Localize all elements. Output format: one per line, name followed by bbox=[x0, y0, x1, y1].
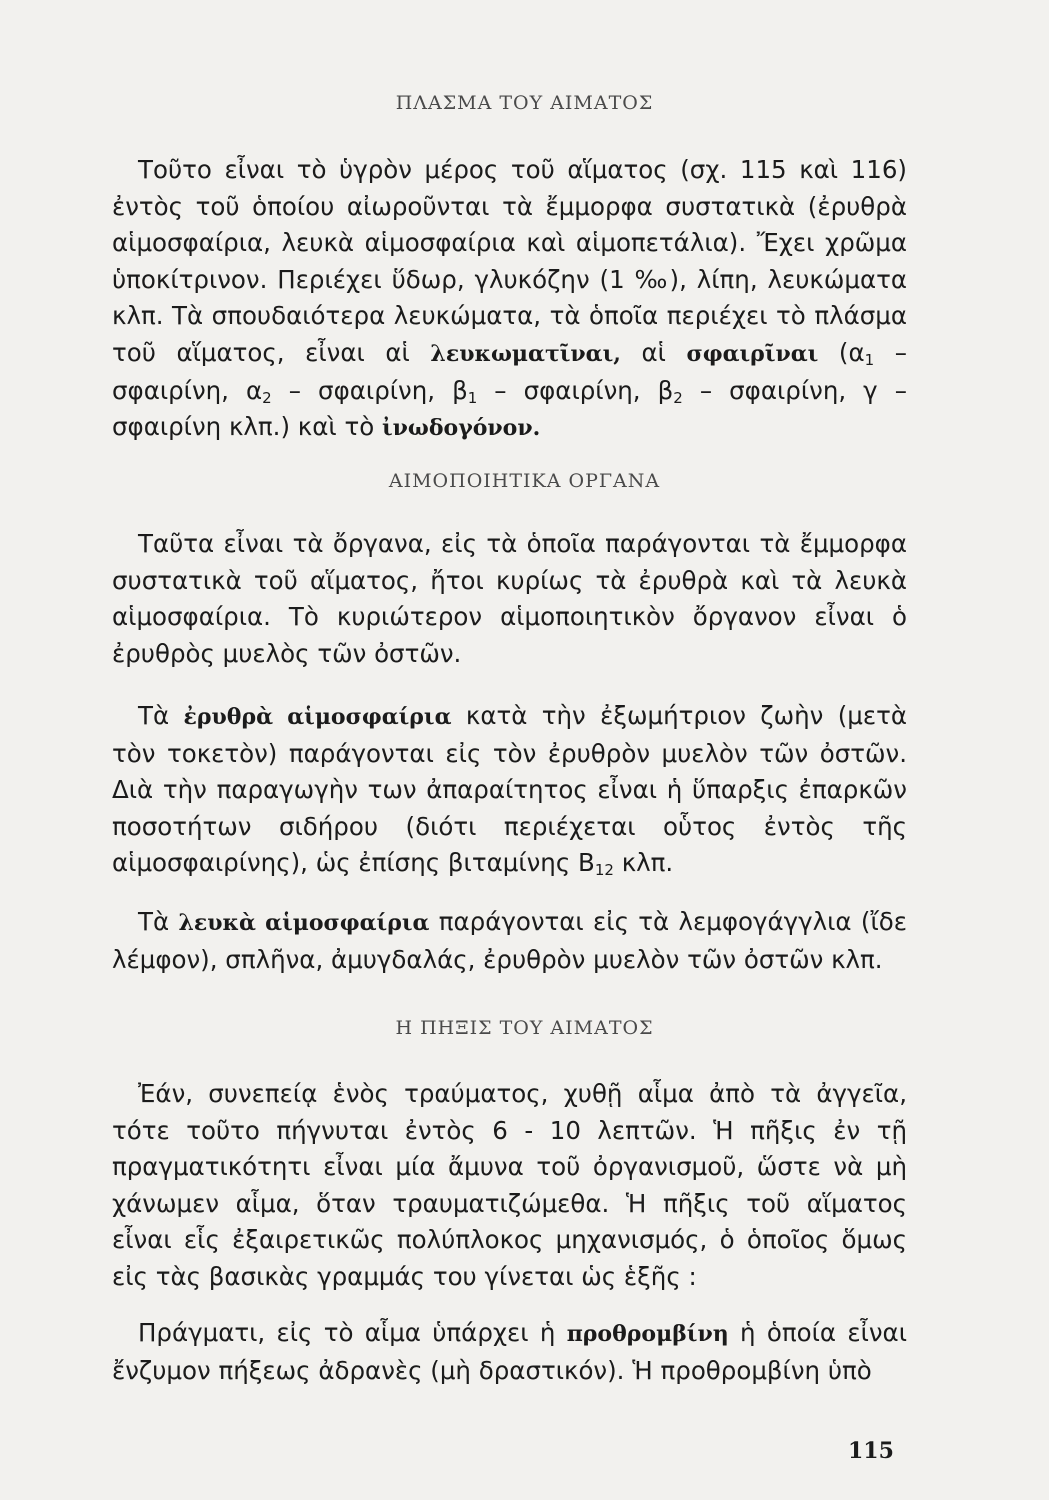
subscript: 1 bbox=[864, 350, 875, 369]
text-run: αἱ bbox=[620, 337, 687, 367]
heading-plasma: ΠΛΑΣΜΑ ΤΟΥ ΑΙΜΑΤΟΣ bbox=[395, 92, 654, 114]
heading-coagulation: Η ΠΗΞΙΣ ΤΟΥ ΑΙΜΑΤΟΣ bbox=[395, 1017, 654, 1039]
text-run: Τὰ bbox=[138, 907, 179, 936]
paragraph-prothrombin bbox=[112, 1315, 907, 1389]
text-run: Τοῦτο εἶναι τὸ ὑγρὸν μέρος τοῦ αἵματος (σχ. 115 καὶ 116) ἐντὸς τοῦ ὁποίου αἰωροῦνται τὰ ἔμμορφα συστατικὰ (ἐρυθρὰ αἱμοσφαίρια, λευκὰ αἱμοσφαίρια καὶ αἱμοπετάλια). Ἔχει χρῶμα ὑποκίτρινον. Περιέχει ὕδωρ, γλυκόζην (1 ‰), λίπη, λευκώματα κλπ. Τὰ σπουδαιότερα λευκώματα, τὰ ὁποῖα περιέχει τὸ πλάσμα τοῦ αἵματος, εἶναι αἱ bbox=[112, 155, 907, 367]
paragraph-organs bbox=[112, 526, 907, 672]
term-inodogonon: ἰνωδογόνον. bbox=[382, 415, 541, 442]
paragraph-white-cells bbox=[112, 904, 907, 978]
text-run: κατὰ τὴν ἐξωμήτριον ζωὴν (μετὰ τὸν τοκετὸν) παράγονται εἰς τὸν ἐρυθρὸν μυελὸν τῶν ὀστῶν. Διὰ τὴν παραγωγὴν των ἀπαραίτητος εἶναι ἡ ὕπαρξις ἐπαρκῶν ποσοτήτων σιδήρου (διότι περιέχεται οὗτος ἐντὸς τῆς αἱμοσφαιρίνης), ὡς ἐπίσης βιταμίνης B bbox=[112, 701, 908, 878]
text-run: – σφαιρίνη, α bbox=[112, 337, 907, 405]
term-leukomatinai: λευκωματῖναι, bbox=[430, 340, 621, 367]
text-run: (α bbox=[818, 337, 865, 367]
text-run: – σφαιρίνη, β bbox=[271, 375, 468, 405]
text-run: παράγονται εἰς τὰ λεμφογάγγλια (ἴδε λέμφον), σπλῆνα, ἀμυγδαλάς, ἐρυθρὸν μυελὸν τῶν ὀστῶν κλπ. bbox=[112, 907, 907, 974]
text-run: Ταῦτα εἶναι τὰ ὄργανα, εἰς τὰ ὁποῖα παράγονται τὰ ἔμμορφα συστατικὰ τοῦ αἵματος, ἤτοι κυρίως τὰ ἐρυθρὰ καὶ τὰ λευκὰ αἱμοσφαίρια. Τὸ κυριώτερον αἱμοποιητικὸν ὄργανον εἶναι ὁ ἐρυθρὸς μυελὸς τῶν ὀστῶν. bbox=[112, 529, 907, 668]
text-run: ἡ ὁποία εἶναι ἔνζυμον πήξεως ἀδρανὲς (μὴ δραστικόν). Ἡ προθρομβίνη ὑπὸ bbox=[112, 1318, 907, 1385]
subscript: 2 bbox=[673, 388, 683, 407]
text-run: – σφαιρίνη, γ – σφαιρίνη κλπ.) καὶ τὸ bbox=[112, 375, 907, 442]
subscript: 1 bbox=[467, 388, 478, 407]
text-run: κλπ. bbox=[613, 848, 674, 878]
text-run: Πράγματι, εἰς τὸ αἷμα ὑπάρχει ἡ bbox=[138, 1318, 567, 1347]
paragraph-coagulation bbox=[112, 1076, 907, 1296]
term-red-cells: ἐρυθρὰ αἱμοσφαίρια bbox=[183, 704, 452, 730]
text-run: Τὰ bbox=[138, 701, 184, 730]
term-prothrombin: προθρομβίνη bbox=[566, 1321, 729, 1347]
term-white-cells: λευκὰ αἱμοσφαίρια bbox=[178, 910, 430, 936]
subscript: 12 bbox=[594, 861, 614, 880]
term-sfairinai: σφαιρῖναι bbox=[686, 340, 819, 367]
page-number: 115 bbox=[848, 1438, 894, 1464]
paragraph-red-cells bbox=[112, 698, 907, 882]
text-run: – σφαιρίνη, β bbox=[477, 375, 674, 405]
paragraph-plasma bbox=[112, 152, 907, 447]
text-run: Ἐάν, συνεπείᾳ ἑνὸς τραύματος, χυθῇ αἷμα ἀπὸ τὰ ἀγγεῖα, τότε τοῦτο πήγνυται ἐντὸς 6 - 10 λεπτῶν. Ἡ πῆξις ἐν τῇ πραγματικότητι εἶναι μία ἄμυνα τοῦ ὀργανισμοῦ, ὥστε νὰ μὴ χάνωμεν αἷμα, ὅταν τραυματιζώμεθα. Ἡ πῆξις τοῦ αἵματος εἶναι εἷς ἐξαιρετικῶς πολύπλοκος μηχανισμός, ὁ ὁποῖος ὅμως εἰς τὰς βασικὰς γραμμάς του γίνεται ὡς ἑξῆς : bbox=[112, 1079, 907, 1291]
subscript: 2 bbox=[262, 388, 272, 407]
heading-haematopoietic-organs: ΑΙΜΟΠΟΙΗΤΙΚΑ ΟΡΓΑΝΑ bbox=[388, 470, 661, 492]
